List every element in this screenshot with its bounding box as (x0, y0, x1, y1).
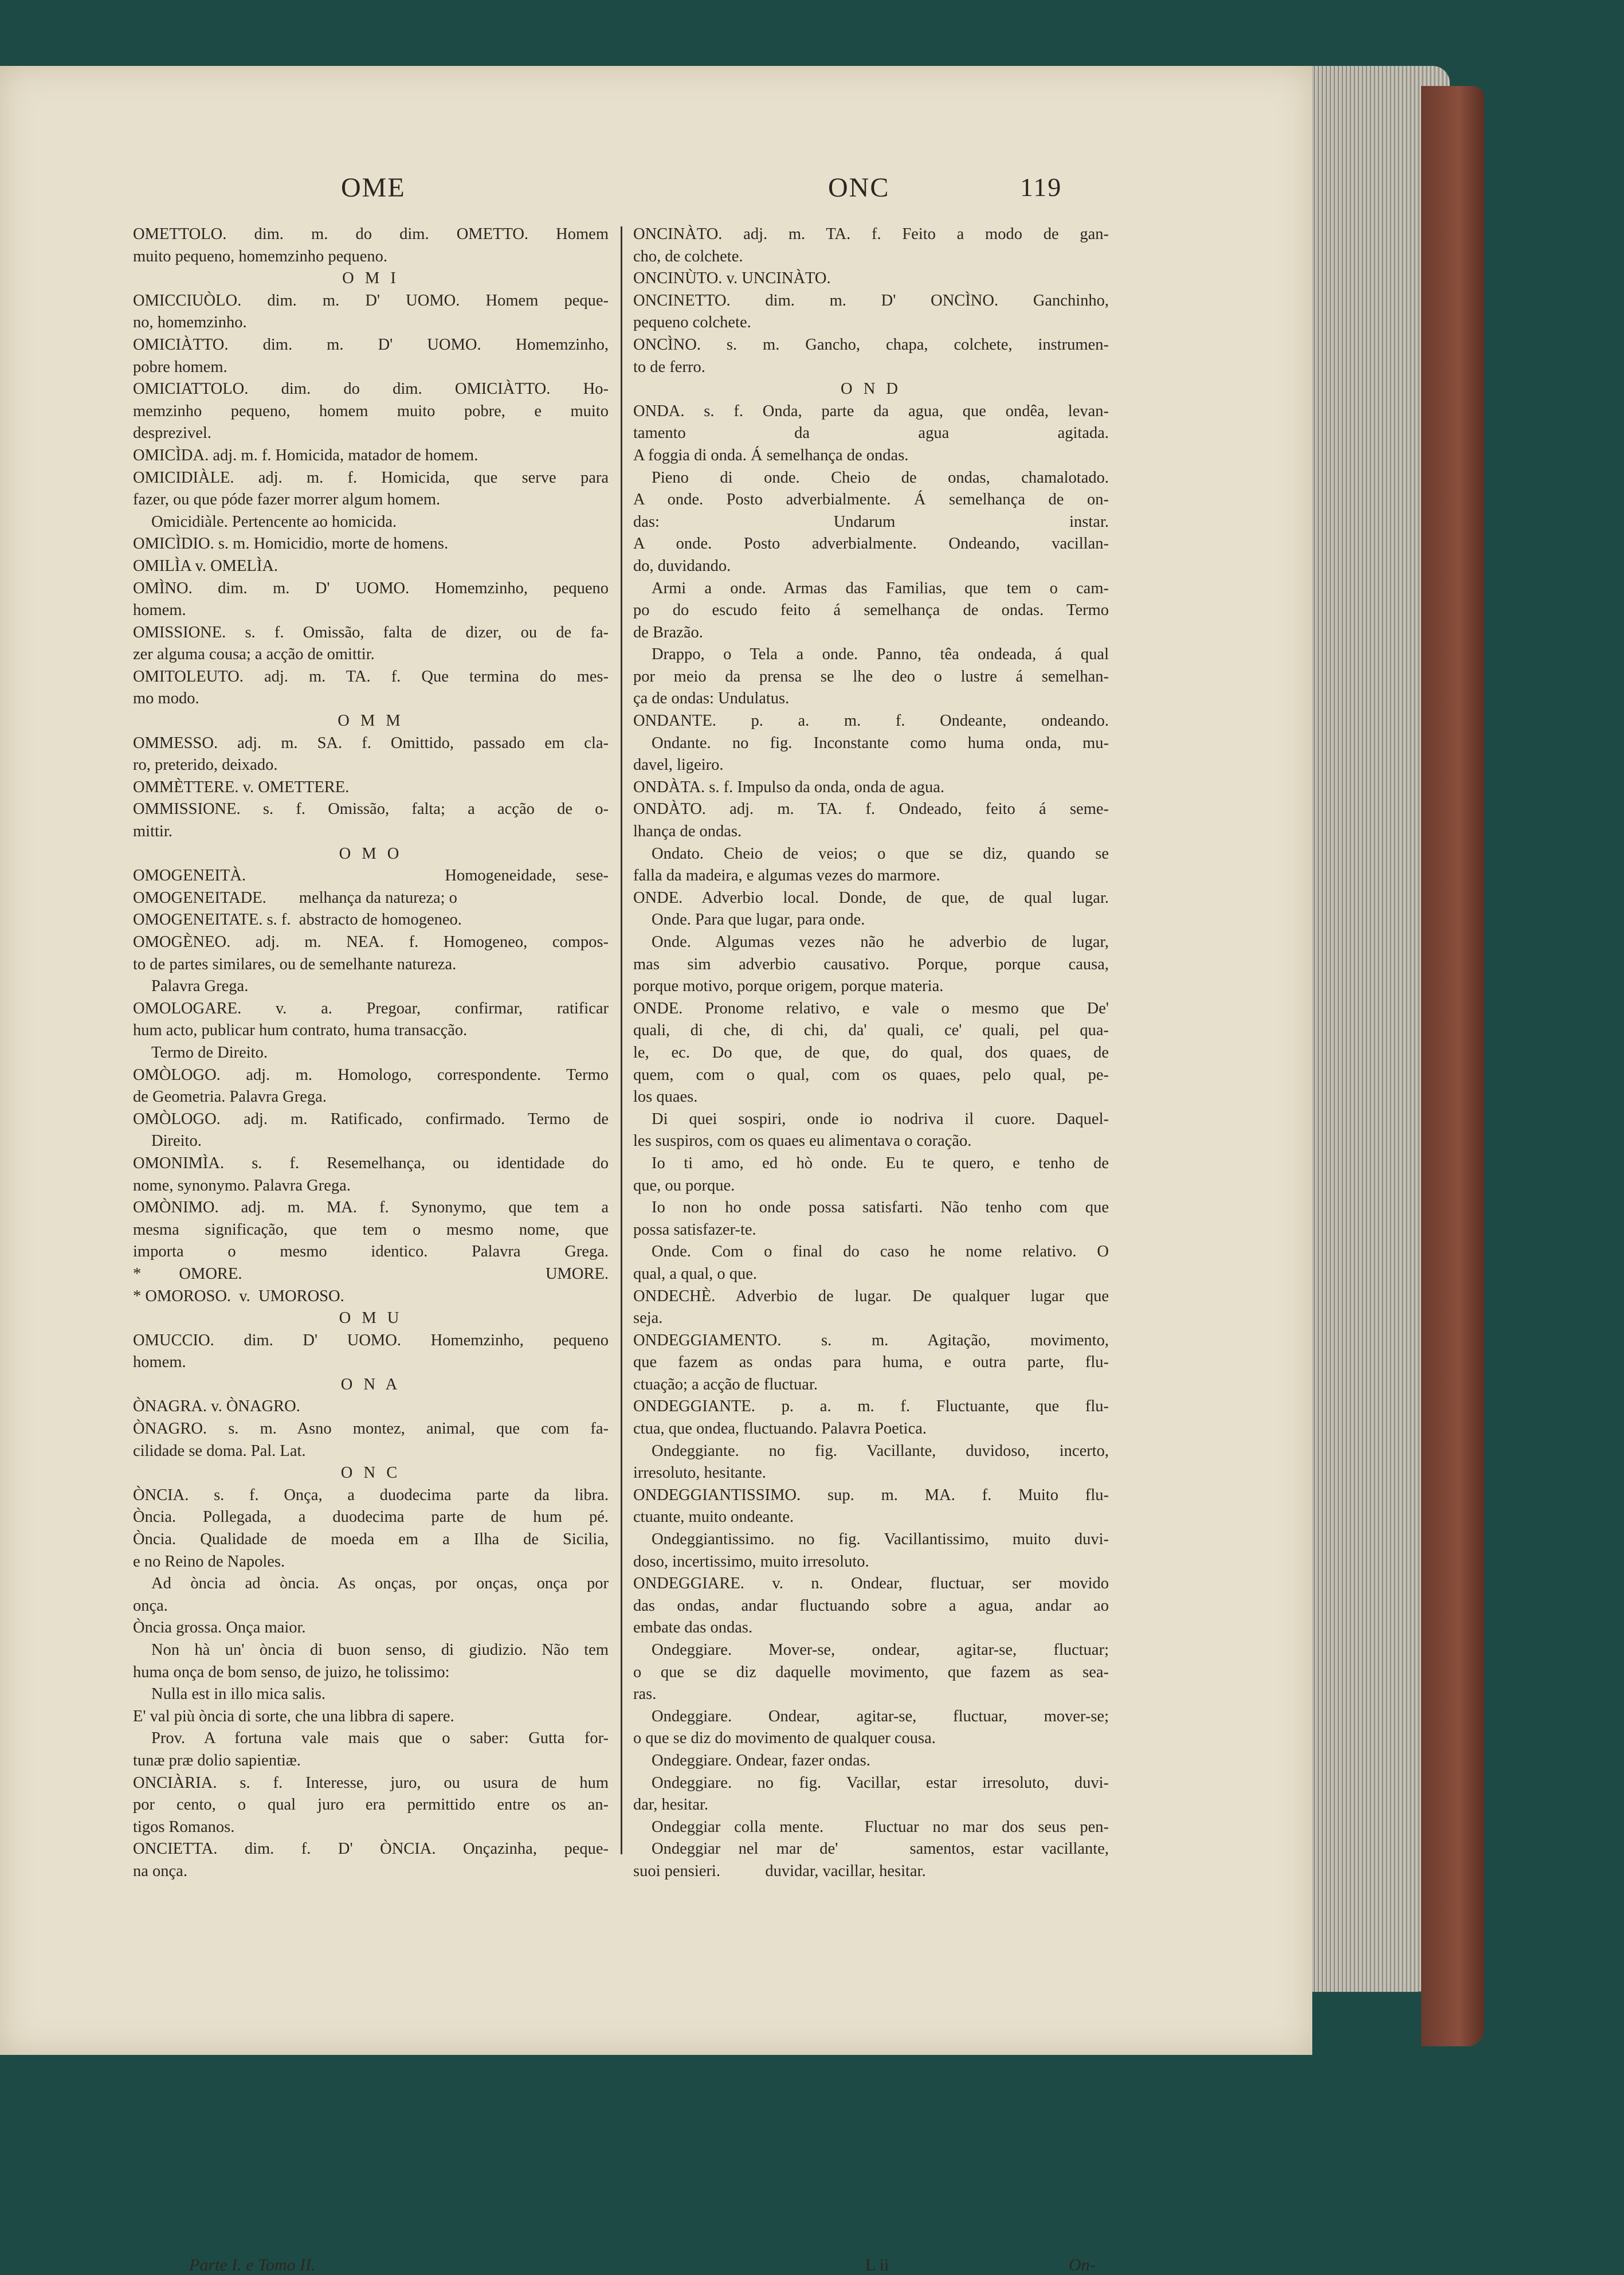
text-line: OMMISSIONE. s. f. Omissão, falta; a acção de o- (133, 800, 609, 819)
text-line: OMICÌDA. adj. m. f. Homicida, matador de homem. (133, 446, 478, 464)
text-line: Ondato. Cheio de veios; o que se diz, quando se (652, 844, 1109, 863)
text-line: porque motivo, porque origem, porque materia. (633, 977, 944, 996)
text-line: Òncia. Qualidade de moeda em a Ilha de Sicilia, (133, 1530, 609, 1549)
text-line: E' val più òncia di sorte, che una libbra di sapere. (133, 1707, 454, 1725)
text-line: OMMÈTTERE. v. OMETTERE. (133, 778, 350, 796)
text-line: OMUCCIO. dim. D' UOMO. Homemzinho, pequeno (133, 1331, 609, 1349)
text-line: Io ti amo, ed hò onde. Eu te quero, e tenho de (652, 1154, 1109, 1172)
text-line: ras. (633, 1685, 657, 1704)
text-line: OMOLOGARE. v. a. Pregoar, confirmar, ratificar (133, 999, 609, 1017)
text-line: OMICÌDIO. s. m. Homicidio, morte de homens. (133, 535, 449, 553)
text-line: o que se diz daquelle movimento, que fazem as sea- (633, 1663, 1109, 1681)
text-line: OMICIATTOLO. dim. do dim. OMICIÀTTO. Ho- (133, 380, 609, 398)
text-line: * OMOROSO. v. UMOROSO. (133, 1287, 344, 1305)
text-line: quali, di che, di chi, da' quali, ce' quali, pel qua- (633, 1021, 1109, 1040)
text-line: ONCINÀTO. adj. m. TA. f. Feito a modo de gan- (633, 225, 1109, 243)
running-head-right: ONC (828, 173, 890, 203)
text-line: ctua, que ondea, fluctuando. Palavra Poetica. (633, 1420, 927, 1438)
text-line: OMOGENEITADE. melhança da natureza; o (133, 888, 457, 907)
column-rule (621, 226, 622, 1854)
text-line: no, homemzinho. (133, 314, 247, 332)
text-line: mesma significação, que tem o mesmo nome, que (133, 1220, 609, 1239)
text-line: Di quei sospiri, onde io nodriva il cuore. Daquel- (652, 1110, 1109, 1128)
text-line: irresoluto, hesitante. (633, 1464, 766, 1482)
text-line: los quaes. (633, 1088, 698, 1106)
text-line: de Geometria. Palavra Grega. (133, 1088, 327, 1106)
text-line: zer alguma cousa; a acção de omittir. (133, 645, 375, 664)
text-line: tigos Romanos. (133, 1818, 235, 1836)
text-line: Onde. Com o final do caso he nome relativo. O (652, 1243, 1109, 1261)
text-line: ONDEGGIANTE. p. a. m. f. Fluctuante, que flu- (633, 1397, 1109, 1416)
text-line: possa satisfazer-te. (633, 1220, 756, 1239)
running-head-left: OME (341, 173, 406, 203)
text-line: que, ou porque. (633, 1176, 735, 1195)
text-line: A foggia di onda. Á semelhança de ondas. (633, 446, 909, 464)
text-line: ONCIÀRIA. s. f. Interesse, juro, ou usura de hum (133, 1773, 609, 1792)
text-line: Ondeggiante. no fig. Vacillante, duvidoso, incerto, (652, 1442, 1109, 1460)
text-line: Pieno di onde. Cheio de ondas, chamalotado. (652, 468, 1109, 487)
text-line: Ondeggiare. Ondear, agitar-se, fluctuar, mover-se; (652, 1707, 1109, 1725)
text-line: Direito. (151, 1132, 202, 1150)
text-line: davel, ligeiro. (633, 756, 724, 774)
text-line: tunæ præ dolio sapientiæ. (133, 1751, 301, 1769)
text-line: e no Reino de Napoles. (133, 1552, 285, 1571)
text-line: Ondeggiar nel mar de' samentos, estar vacillante, (652, 1840, 1109, 1858)
text-line: cho, de colchete. (633, 247, 743, 265)
text-line: po do escudo feito á semelhança de ondas. Termo (633, 601, 1109, 620)
section-heading: O M M (338, 712, 404, 730)
text-line: desprezivel. (133, 424, 211, 443)
text-line: ctuação; a acção de fluctuar. (633, 1375, 818, 1393)
text-line: das: Undarum instar. (633, 512, 1109, 531)
text-line: to de ferro. (633, 358, 705, 376)
text-line: Ondeggiare. no fig. Vacillar, estar irresoluto, duvi- (652, 1773, 1109, 1792)
text-line: OMISSIONE. s. f. Omissão, falta de dizer, ou de fa- (133, 623, 609, 641)
text-line: Ondeggiare. Mover-se, ondear, agitar-se, fluctuar; (652, 1641, 1109, 1659)
text-line: ONDECHÈ. Adverbio de lugar. De qualquer lugar que (633, 1287, 1109, 1305)
text-line: A onde. Posto adverbialmente. Á semelhança de on- (633, 491, 1109, 509)
text-line: que fazem as ondas para huma, e outra parte, flu- (633, 1353, 1109, 1372)
text-line: qual, a qual, o que. (633, 1264, 758, 1283)
text-line: ça de ondas: Undulatus. (633, 690, 790, 708)
text-line: ONDÀTO. adj. m. TA. f. Ondeado, feito á seme- (633, 800, 1109, 819)
book-cover (1421, 86, 1484, 2046)
text-line: ONCINÙTO. v. UNCINÀTO. (633, 269, 831, 288)
text-line: OMÒLOGO. adj. m. Ratificado, confirmado. Termo de (133, 1110, 609, 1128)
text-line: OMICIÀTTO. dim. m. D' UOMO. Homemzinho, (133, 335, 609, 354)
text-line: le, ec. Do que, de que, do qual, dos quaes, de (633, 1043, 1109, 1062)
text-line: tamento da agua agitada. (633, 424, 1109, 443)
text-line: ro, preterido, deixado. (133, 756, 278, 774)
text-line: seja. (633, 1309, 663, 1328)
text-line: lhança de ondas. (633, 823, 742, 841)
text-line: Io non ho onde possa satisfarti. Não tenho com que (652, 1199, 1109, 1217)
text-line: to de partes similares, ou de semelhante natureza. (133, 955, 457, 973)
text-line: OMÒLOGO. adj. m. Homologo, correspondente. Termo (133, 1066, 609, 1084)
text-line: OMONIMÌA. s. f. Resemelhança, ou identidade do (133, 1154, 609, 1172)
text-line: les suspiros, com os quaes eu alimentava o coração. (633, 1132, 972, 1150)
text-line: Òncia grossa. Onça maior. (133, 1619, 306, 1637)
text-line: das ondas, andar fluctuando sobre a agua, andar ao (633, 1596, 1109, 1615)
text-line: doso, incertissimo, muito irresoluto. (633, 1552, 869, 1571)
text-line: Òncia. Pollegada, a duodecima parte de hum pé. (133, 1508, 609, 1526)
text-line: OMOGÈNEO. adj. m. NEA. f. Homogeneo, compos- (133, 933, 609, 951)
text-line: ONDA. s. f. Onda, parte da agua, que ondêa, levan- (633, 402, 1109, 420)
text-line: * OMORE. UMORE. (133, 1264, 609, 1283)
text-line: OMICCIUÒLO. dim. m. D' UOMO. Homem peque- (133, 291, 609, 310)
text-line: OMILÌA v. OMELÌA. (133, 557, 278, 575)
text-line: ONDEGGIAMENTO. s. m. Agitação, movimento, (633, 1331, 1109, 1349)
text-line: o que se diz do movimento de qualquer cousa. (633, 1729, 936, 1748)
text-line: ÒNAGRO. s. m. Asno montez, animal, que com fa- (133, 1420, 609, 1438)
text-line: Onde. Para que lugar, para onde. (652, 911, 865, 929)
text-line: ONDÀTA. s. f. Impulso da onda, onda de agua. (633, 778, 945, 796)
text-line: mas sim adverbio causativo. Porque, porque causa, (633, 955, 1109, 973)
text-line: ÒNAGRA. v. ÒNAGRO. (133, 1397, 300, 1416)
text-line: falla da madeira, e algumas vezes do marmore. (633, 867, 940, 885)
text-line: homem. (133, 601, 186, 620)
text-line: de Brazão. (633, 623, 703, 641)
text-line: OMETTOLO. dim. m. do dim. OMETTO. Homem (133, 225, 609, 243)
text-line: huma onça de bom senso, de juizo, he tolissimo: (133, 1663, 450, 1681)
text-line: importa o mesmo identico. Palavra Grega. (133, 1243, 609, 1261)
text-line: OMÒNIMO. adj. m. MA. f. Synonymo, que tem a (133, 1199, 609, 1217)
text-line: fazer, ou que póde fazer morrer algum homem. (133, 491, 441, 509)
text-line: Onde. Algumas vezes não he adverbio de lugar, (652, 933, 1109, 951)
text-line: nome, synonymo. Palavra Grega. (133, 1176, 351, 1195)
text-line: Termo de Direito. (151, 1043, 268, 1062)
text-line: dar, hesitar. (633, 1796, 709, 1814)
text-line: Armi a onde. Armas das Familias, que tem o cam- (652, 579, 1109, 597)
text-line: cilidade se doma. Pal. Lat. (133, 1442, 306, 1460)
signature-mark: L ii (865, 2256, 889, 2274)
text-line: Palavra Grega. (151, 977, 249, 996)
section-heading: O M O (339, 844, 403, 863)
section-heading: O M I (342, 269, 399, 288)
text-line: OMMESSO. adj. m. SA. f. Omittido, passado em cla- (133, 734, 609, 752)
section-heading: O M U (339, 1309, 403, 1328)
text-line: memzinho pequeno, homem muito pobre, e muito (133, 402, 609, 420)
section-heading: O N A (340, 1375, 401, 1393)
footer-volume-note: Parte I. e Tomo II. (189, 2256, 316, 2274)
text-line: na onça. (133, 1862, 187, 1880)
text-line: OMOGENEITATE. s. f. abstracto de homogeneo. (133, 911, 462, 929)
text-line: pequeno colchete. (633, 314, 751, 332)
catchword: On- (1069, 2256, 1096, 2274)
text-line: quem, com o qual, com os quaes, pelo qual, pe- (633, 1066, 1109, 1084)
text-line: OMICIDIÀLE. adj. m. f. Homicida, que serve para (133, 468, 609, 487)
text-line: do, duvidando. (633, 557, 731, 575)
text-line: Prov. A fortuna vale mais que o saber: Gutta for- (151, 1729, 609, 1748)
text-line: ÒNCIA. s. f. Onça, a duodecima parte da libra. (133, 1486, 609, 1504)
text-line: ONCÌNO. s. m. Gancho, chapa, colchete, instrumen- (633, 335, 1109, 354)
text-line: homem. (133, 1353, 186, 1372)
text-line: ONDEGGIARE. v. n. Ondear, fluctuar, ser movido (633, 1575, 1109, 1593)
text-line: ONDE. Adverbio local. Donde, de que, de qual lugar. (633, 888, 1109, 907)
text-line: Omicidiàle. Pertencente ao homicida. (151, 512, 397, 531)
text-line: Ad òncia ad òncia. As onças, por onças, onça por (151, 1575, 609, 1593)
text-line: mo modo. (133, 690, 199, 708)
text-line: ONCINETTO. dim. m. D' ONCÌNO. Ganchinho, (633, 291, 1109, 310)
text-line: Drappo, o Tela a onde. Panno, têa ondeada, á qual (652, 645, 1109, 664)
text-line: OMÌNO. dim. m. D' UOMO. Homemzinho, pequeno (133, 579, 609, 597)
text-line: ctuante, muito ondeante. (633, 1508, 794, 1526)
page-number: 119 (1020, 173, 1062, 202)
text-line: muito pequeno, homemzinho pequeno. (133, 247, 388, 265)
text-line: suoi pensieri. duvidar, vacillar, hesitar. (633, 1862, 926, 1880)
text-line: ONDEGGIANTISSIMO. sup. m. MA. f. Muito flu- (633, 1486, 1109, 1504)
text-line: hum acto, publicar hum contrato, huma transacção. (133, 1021, 468, 1040)
section-heading: O N D (841, 380, 901, 398)
text-line: Ondante. no fig. Inconstante como huma onda, mu- (652, 734, 1109, 752)
text-line: OMOGENEITÀ. Homogeneidade, sese- (133, 867, 609, 885)
text-line: onça. (133, 1596, 168, 1615)
text-line: ONDE. Pronome relativo, e vale o mesmo que De' (633, 999, 1109, 1017)
left-column (133, 224, 609, 1883)
text-line: Ondeggiar colla mente. Fluctuar no mar dos seus pen- (652, 1818, 1109, 1836)
section-heading: O N C (340, 1464, 401, 1482)
text-line: mittir. (133, 823, 172, 841)
text-line: Non hà un' òncia di buon senso, di giudizio. Não tem (151, 1641, 609, 1659)
text-line: A onde. Posto adverbialmente. Ondeando, vacillan- (633, 535, 1109, 553)
text-line: Nulla est in illo mica salis. (151, 1685, 325, 1704)
text-line: por meio da prensa se lhe deo o lustre á semelhan- (633, 667, 1109, 686)
text-line: Ondeggiantissimo. no fig. Vacillantissimo, muito duvi- (652, 1530, 1109, 1549)
text-line: Ondeggiare. Ondear, fazer ondas. (652, 1751, 870, 1769)
text-line: embate das ondas. (633, 1619, 753, 1637)
text-line: por cento, o qual juro era permittido entre os an- (133, 1796, 609, 1814)
right-column (633, 224, 1109, 1883)
text-line: OMITOLEUTO. adj. m. TA. f. Que termina do mes- (133, 667, 609, 686)
text-line: pobre homem. (133, 358, 227, 376)
text-line: ONDANTE. p. a. m. f. Ondeante, ondeando. (633, 712, 1109, 730)
text-line: ONCIETTA. dim. f. D' ÒNCIA. Onçazinha, peque- (133, 1840, 609, 1858)
